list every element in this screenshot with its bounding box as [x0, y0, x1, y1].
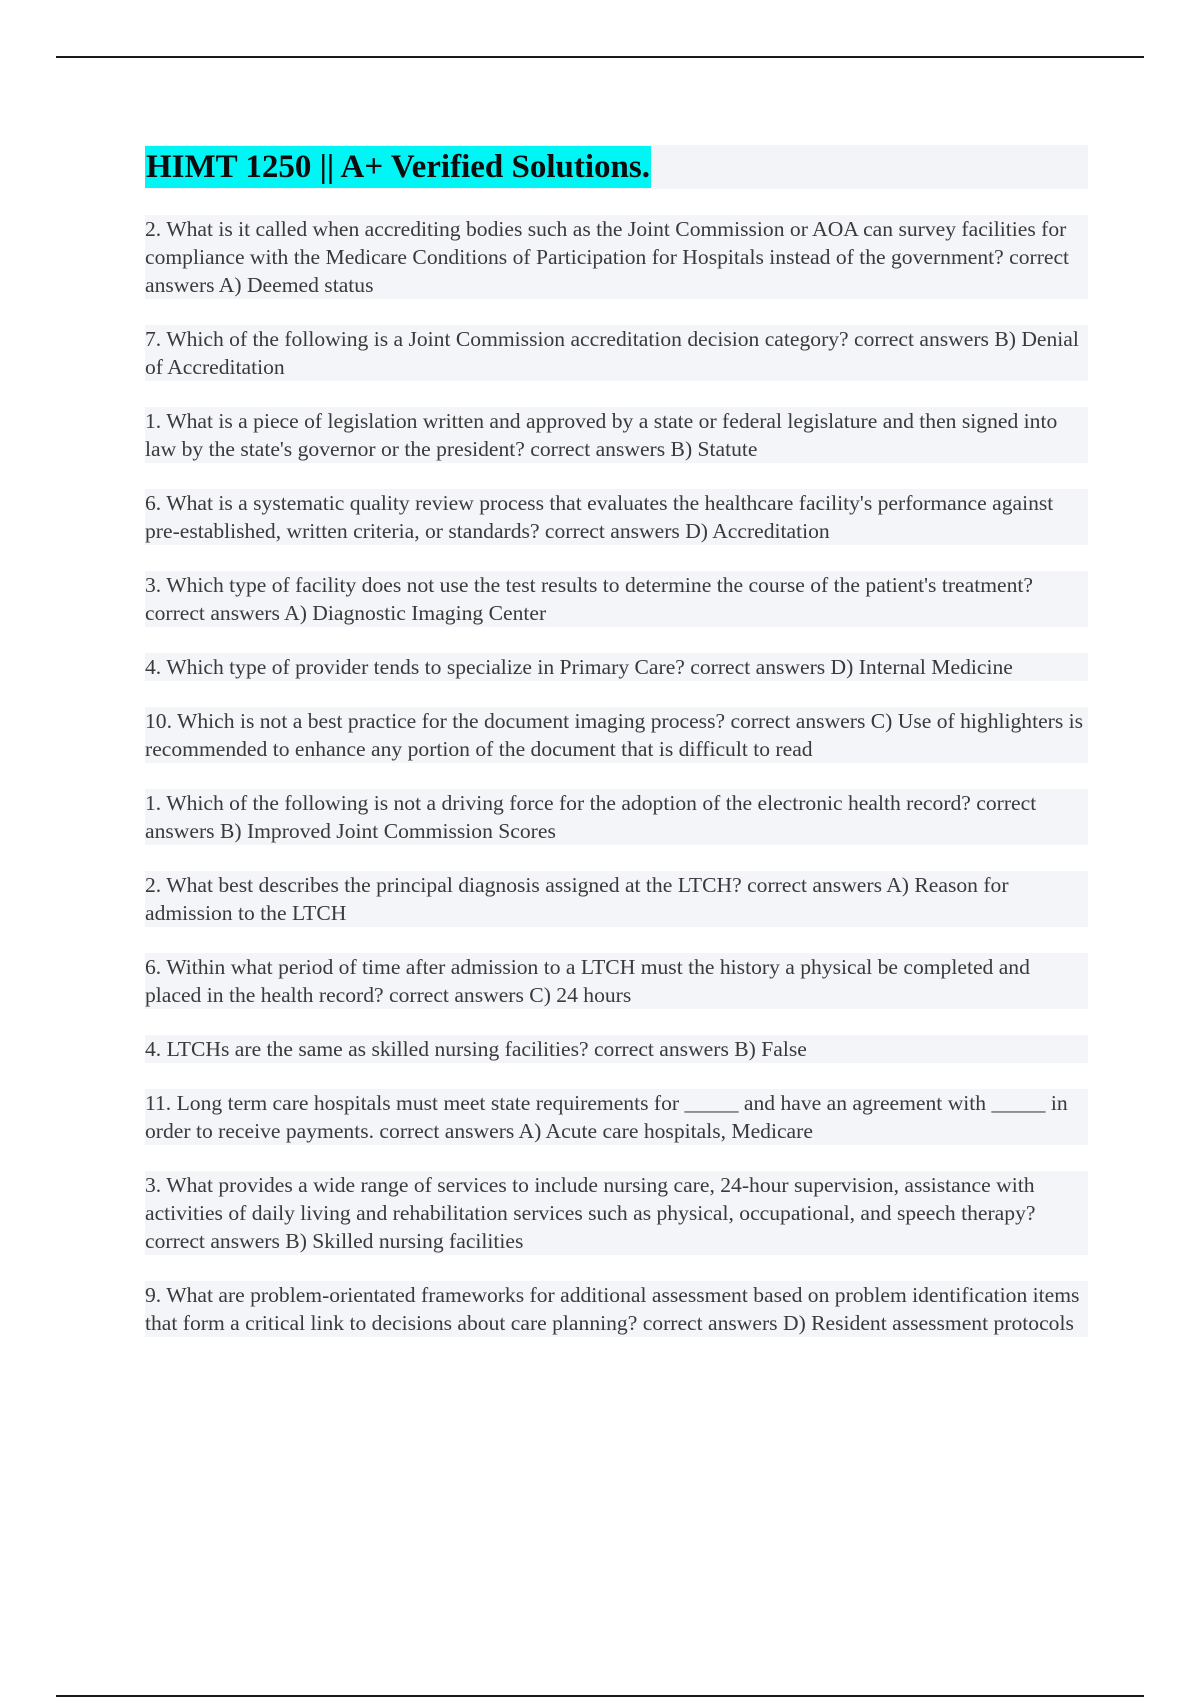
qa-item: 2. What is it called when accrediting bodies such as the Joint Commission or AOA can survey facilities for compliance with the Medicare Conditions of Participation for Hospitals instead of the government? correct answers A) Deemed status: [145, 215, 1088, 299]
qa-item: 11. Long term care hospitals must meet state requirements for _____ and have an agreement with _____ in order to receive payments. correct answers A) Acute care hospitals, Medicare: [145, 1089, 1088, 1145]
title-bar: [145, 145, 1088, 189]
document-title: HIMT 1250 || A+ Verified Solutions.: [145, 146, 651, 188]
qa-item: 4. LTCHs are the same as skilled nursing facilities? correct answers B) False: [145, 1035, 1088, 1063]
qa-item: 3. Which type of facility does not use the test results to determine the course of the patient's treatment? correct answers A) Diagnostic Imaging Center: [145, 571, 1088, 627]
qa-item: 1. What is a piece of legislation written and approved by a state or federal legislature and then signed into law by the state's governor or the president? correct answers B) Statute: [145, 407, 1088, 463]
qa-item: 6. Within what period of time after admission to a LTCH must the history a physical be completed and placed in the health record? correct answers C) 24 hours: [145, 953, 1088, 1009]
qa-item: 6. What is a systematic quality review process that evaluates the healthcare facility's performance against pre-established, written criteria, or standards? correct answers D) Accreditation: [145, 489, 1088, 545]
bottom-rule: [56, 1695, 1144, 1697]
qa-item: 2. What best describes the principal diagnosis assigned at the LTCH? correct answers A) Reason for admission to the LTCH: [145, 871, 1088, 927]
qa-item: 3. What provides a wide range of services to include nursing care, 24-hour supervision, assistance with activities of daily living and rehabilitation services such as physical, occupational, and speech therapy? correct answers B) Skilled nursing facilities: [145, 1171, 1088, 1255]
qa-item: 10. Which is not a best practice for the document imaging process? correct answers C) Use of highlighters is recommended to enhance any portion of the document that is difficult to read: [145, 707, 1088, 763]
qa-item: 9. What are problem-orientated frameworks for additional assessment based on problem identification items that form a critical link to decisions about care planning? correct answers D) Resident assessment protocols: [145, 1281, 1088, 1337]
qa-item: 1. Which of the following is not a driving force for the adoption of the electronic health record? correct answers B) Improved Joint Commission Scores: [145, 789, 1088, 845]
qa-item: 4. Which type of provider tends to specialize in Primary Care? correct answers D) Internal Medicine: [145, 653, 1088, 681]
qa-item: 7. Which of the following is a Joint Commission accreditation decision category? correct answers B) Denial of Accreditation: [145, 325, 1088, 381]
document-body: [145, 145, 1088, 1363]
top-rule: [56, 56, 1144, 58]
